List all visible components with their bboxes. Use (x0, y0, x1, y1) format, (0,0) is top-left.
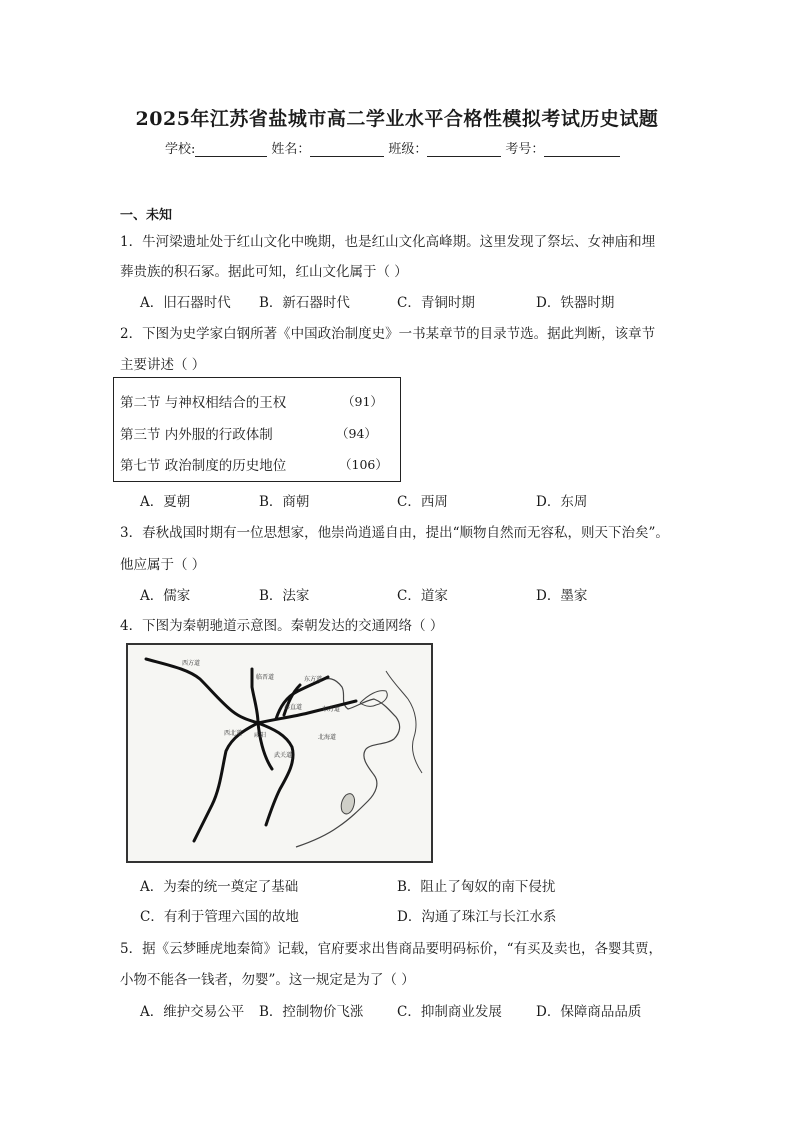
q4-option-d[interactable]: D．沟通了珠江与长江水系 (397, 909, 557, 925)
q2-option-c[interactable]: C．西周 (397, 494, 448, 510)
map-label: 西方道 (182, 660, 201, 667)
q2-option-d[interactable]: D．东周 (536, 494, 588, 510)
road-west-north (146, 659, 258, 723)
map-label: 临晋道 (256, 674, 275, 681)
map-label: 秦直道 (284, 704, 303, 711)
q5-stem-line2: 小物不能各一钱者，勿婴”。这一规定是为了（ ） (120, 972, 415, 988)
xianyang-marker (256, 721, 261, 726)
toc-entry-page: （91） (342, 394, 383, 409)
toc-box (113, 377, 401, 482)
q1-option-c[interactable]: C．青铜时期 (397, 295, 475, 311)
q2-stem-line1: 2．下图为史学家白钢所著《中国政治制度史》一书某章节的目录节选。据此判断，该章节 (120, 326, 656, 342)
name-blank[interactable] (310, 142, 384, 157)
q1-option-d[interactable]: D．铁器时期 (536, 295, 615, 311)
toc-entry-text: 第二节 与神权相结合的王权 (120, 395, 287, 411)
q4-option-c[interactable]: C．有利于管理六国的故地 (140, 909, 299, 925)
road-southwest (258, 723, 272, 769)
toc-entry-page: （106） (339, 457, 388, 472)
q3-option-a[interactable]: A．儒家 (140, 588, 191, 604)
school-label: 学校: (165, 142, 196, 157)
q5-option-c[interactable]: C．抑制商业发展 (397, 1004, 502, 1020)
map-label: 东方道 (322, 706, 341, 713)
map-label: 北海道 (318, 734, 337, 741)
q1-option-b[interactable]: B．新石器时代 (259, 295, 350, 311)
q1-stem-line2: 葬贵族的积石冢。据此可知，红山文化属于（ ） (120, 264, 408, 280)
q4-option-b[interactable]: B．阻止了匈奴的南下侵扰 (397, 879, 556, 895)
section-heading: 一、未知 (120, 208, 173, 223)
map-label: 东方道 (304, 676, 323, 683)
exam-no-blank[interactable] (544, 142, 620, 157)
q3-stem-line1: 3．春秋战国时期有一位思想家，他崇尚逍遥自由，提出“顺物自然而无容私，则天下治矣”。 (120, 525, 669, 541)
q2-option-a[interactable]: A．夏朝 (140, 494, 191, 510)
qin-road-map (126, 643, 433, 863)
toc-entry-page: （94） (336, 426, 377, 441)
q1-stem-line1: 1．牛河梁遗址处于红山文化中晚期，也是红山文化高峰期。这里发现了祭坛、女神庙和埋 (120, 234, 656, 250)
q5-option-a[interactable]: A．维护交易公平 (140, 1004, 245, 1020)
class-blank[interactable] (427, 142, 501, 157)
q3-option-c[interactable]: C．道家 (397, 588, 448, 604)
q1-option-a[interactable]: A．旧石器时代 (140, 295, 231, 311)
q4-option-a[interactable]: A．为秦的统一奠定了基础 (140, 879, 299, 895)
map-label: 武关道 (274, 752, 293, 759)
toc-entry-text: 第三节 内外服的行政体制 (120, 427, 273, 443)
name-label: 姓名： (271, 142, 311, 157)
map-label: 咸阳 (254, 732, 267, 739)
taiwan-island (341, 794, 354, 814)
exam-no-label: 考号： (505, 142, 545, 157)
korea-coast (386, 671, 422, 773)
q5-option-d[interactable]: D．保障商品品质 (536, 1004, 642, 1020)
q2-option-b[interactable]: B．商朝 (259, 494, 310, 510)
toc-entry-text: 第七节 政治制度的历史地位 (120, 458, 287, 474)
q2-stem-line2: 主要讲述（ ） (120, 357, 206, 373)
q3-option-d[interactable]: D．墨家 (536, 588, 588, 604)
q4-stem-line1: 4．下图为秦朝驰道示意图。秦朝发达的交通网络（ ） (120, 618, 444, 634)
q3-option-b[interactable]: B．法家 (259, 588, 310, 604)
road-west (194, 723, 258, 841)
q3-stem-line2: 他应属于（ ） (120, 557, 206, 573)
student-info-row (165, 138, 624, 157)
class-label: 班级： (388, 142, 428, 157)
map-label: 西北道 (224, 730, 243, 737)
school-blank[interactable] (195, 142, 267, 157)
q5-stem-line1: 5．据《云梦睡虎地秦简》记载，官府要求出售商品要明码标价，“有买及卖也，各婴其贾， (120, 941, 662, 957)
q5-option-b[interactable]: B．控制物价飞涨 (259, 1004, 364, 1020)
road-east (258, 701, 356, 723)
exam-title: 2025年江苏省盐城市高二学业水平合格性模拟考试历史试题 (135, 108, 659, 130)
